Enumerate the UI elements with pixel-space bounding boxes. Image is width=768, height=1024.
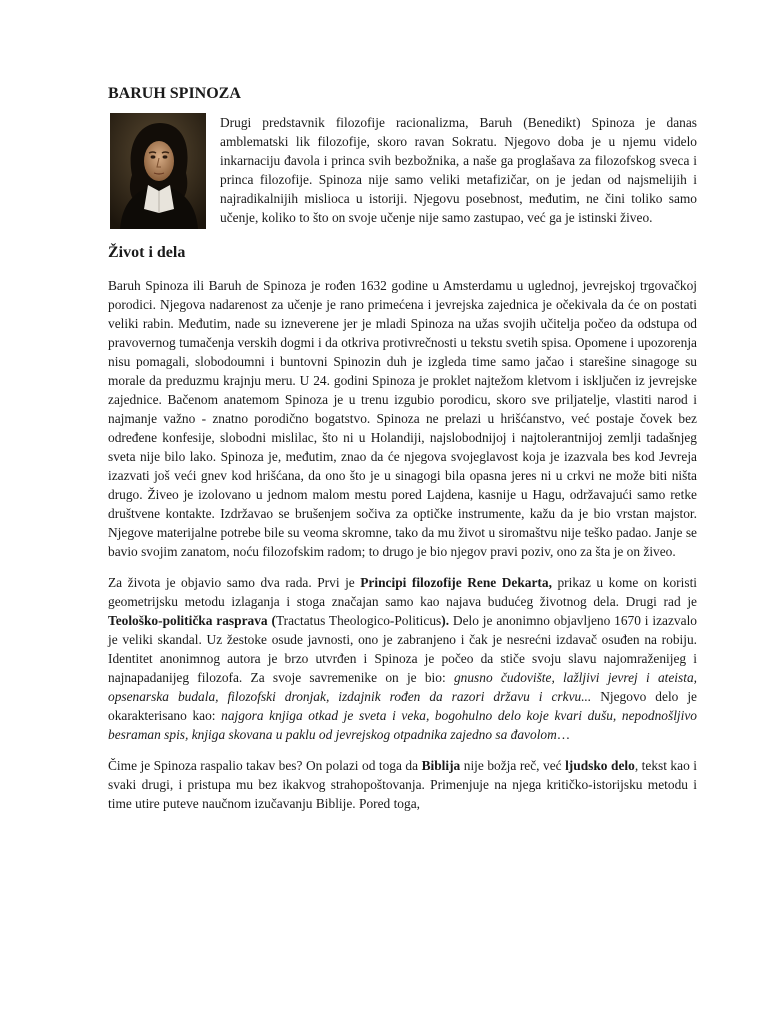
bible-text-3: , tekst kao i svaki drugi, i pristupa mu bez ikakvog strahopoštovanja. Primenjuje na njega kritičko-istorijsku metodu i time utire puteve naučnom izučavanju Biblije. Pored toga, bbox=[108, 758, 697, 811]
works-text-1: Za života je objavio samo dva rada. Prvi je bbox=[108, 575, 361, 590]
bible-text-1: Čime je Spinoza raspalio takav bes? On polazi od toga da bbox=[108, 758, 422, 773]
works-quote-1: gnusno čudovište, lažljivi jevrej i ateista, opsenarska budala, filozofski dronjak, izdajnik rođen da razori državu i crkvu... bbox=[108, 670, 697, 704]
works-text-5: … bbox=[556, 727, 571, 742]
bible-word-biblija: Biblija bbox=[421, 758, 461, 773]
works-text-2: prikaz u kome on koristi geometrijsku metodu izlaganja i stoga značajan samo kao najava budućeg životnog dela. Drugi rad je bbox=[108, 575, 698, 609]
works-title-close: ). bbox=[441, 613, 450, 628]
document-page bbox=[108, 84, 697, 825]
works-text-3: Delo je anonimno objavljeno 1670 i izazvalo je veliki skandal. Uz žestoke osude javnosti, ono je zabranjeno i čak je nesrećni izdavač osuđen na robiju. Identitet anonimnog autora je brzo utvrđen i Spinoza je počeo da stiče svoju slavu najomraženijeg i najnapadanijeg filozofa. Za svoje savremenike on je bio: bbox=[108, 613, 697, 685]
paragraph-works bbox=[108, 573, 697, 744]
works-quote-2: najgora knjiga otkad je sveta i veka, bogohulno delo koje kvari dušu, nepodnošljivo besraman spis, knjiga skovana u paklu od jevrejskog otpadnika zajedno sa đavolom bbox=[108, 708, 697, 742]
intro-paragraph: Drugi predstavnik filozofije racionalizma, Baruh (Benedikt) Spinoza je danas amblematski lik filozofije, skoro ravan Sokratu. Njegovo doba je u njemu videlo inkarnaciju đavola i princa svih bezbožnika, a naše ga proglašava za filozofskog sveca i princa filozofije. Spinoza nije samo veliki metafizičar, on je jedan od najsmelijih i najradikalnijih mislioca u istoriji. Njegovu posebnost, međutim, ne čini toliko samo učenje, koliko to što on svoje učenje nije samo zastupao, već ga je istinski živeo. bbox=[220, 115, 697, 225]
bible-text-2: nije božja reč, već bbox=[460, 758, 566, 773]
works-latin-title: Tractatus Theologico-Politicus bbox=[275, 613, 442, 628]
intro-block bbox=[108, 113, 697, 239]
works-title-principi: Principi filozofije Rene Dekarta, bbox=[360, 575, 552, 590]
paragraph-bible bbox=[108, 756, 697, 813]
paragraph-life: Baruh Spinoza ili Baruh de Spinoza je rođen 1632 godine u Amsterdamu u uglednoj, jevrejskoj trgovačkoj porodici. Njegova nadarenost za učenje je rano primećena i jevrejska zajednica je očekivala da će on postati veliki rabin. Međutim, nade su izneverene jer je mladi Spinoza na užas svojih učitelja počeo da odstupa od pravovernog tumačenja verskih dogmi i da otkriva protivrečnosti u tekstu svetih spisa. Opomene i upozorenja nisu pomagali, slobodoumni i buntovni Spinozin duh je izgleda time samo jačao i starešine sinagoge su morale da preduzmu krajnju meru. U 24. godini Spinoza je proklet najtežom kletvom i isključen iz jevrejske zajednice. Bačenom anatemom Spinoza je u trenu izgubio porodicu, skoro sve priljatelje, vlastiti narod i najmanje važno - znatno porodično bogatstvo. Spinoza ne prelazi u hrišćanstvo, već postaje čovek bez određene konfesije, slobodni mislilac, što ni u Holandiji, najslobodnijoj i najtolerantnijoj zemlji tadašnjeg sveta nije bilo lako. Spinoza je, međutim, znao da će njegova svojeglavost koja je izazvala bes kod Jevreja izazvati još veći gnev kod hrišćana, da ono što je u sinagogi bila opasna jeres ni u crkvi ne može biti ništa drugo. Živeo je izolovano u jednom malom mestu pored Lajdena, kasnije u Hagu, održavajući samo retke društvene kontakte. Izdržavao se brušenjem sočiva za optičke instrumente, kažu da je bio vrstan majstor. Njegove materijalne potrebe bile su veoma skromne, tako da mu život u siromaštvu nije teško padao. Janje se bavio svojim zanatom, noću filozofskim radom; to drugo je bio njegov pravi poziv, ono za šta je on živeo. bbox=[108, 278, 697, 559]
document-title: BARUH SPINOZA bbox=[108, 85, 241, 102]
works-title-rasprava: Teološko-politička rasprava ( bbox=[108, 613, 276, 628]
section-title: Život i dela bbox=[108, 244, 186, 261]
bible-word-ljudsko-delo: ljudsko delo bbox=[565, 758, 635, 773]
spinoza-portrait-image bbox=[110, 113, 206, 229]
works-text-4: Njegovo delo je okarakterisano kao: bbox=[108, 689, 697, 723]
